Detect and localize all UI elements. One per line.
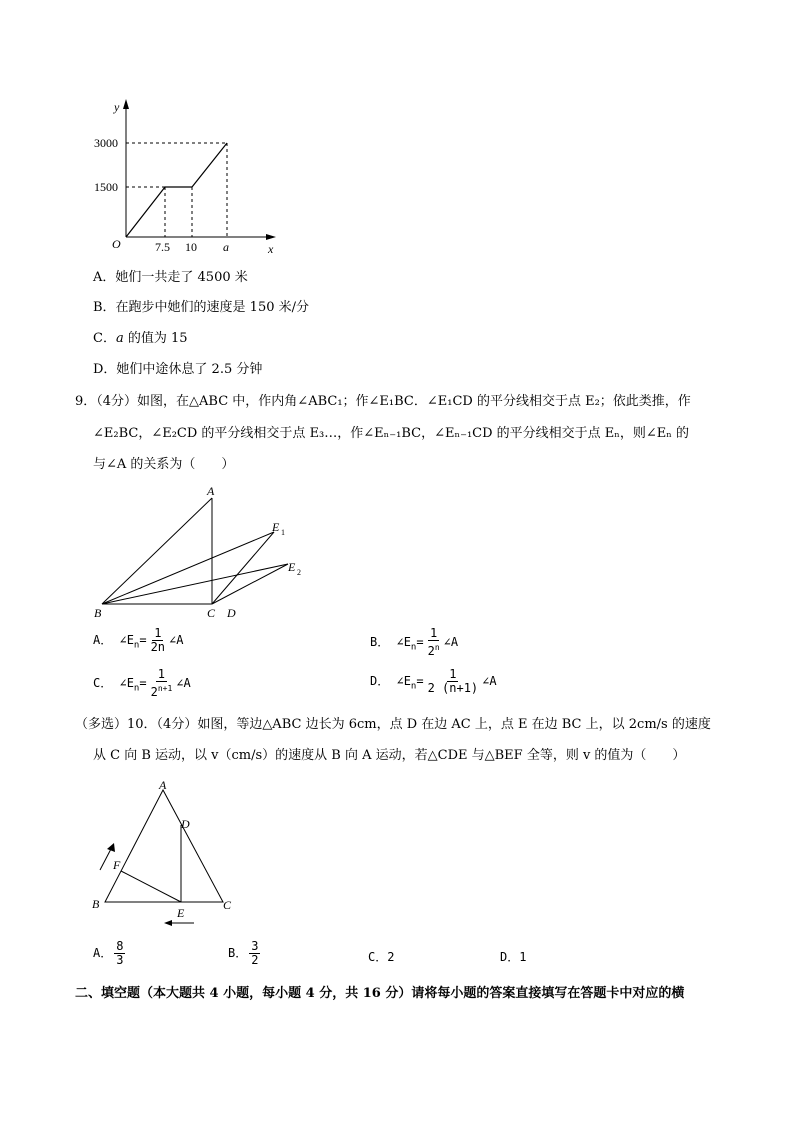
point-e2-label: E [288, 560, 296, 574]
q9-option-d-label: D． [370, 674, 390, 688]
q9-option-a-fraction [149, 627, 167, 654]
point-a-label: A [159, 778, 167, 792]
q8-option-c-var: a [115, 331, 124, 346]
q9-option-a-sub: n [133, 640, 140, 651]
q10-option-b-num: 3 [251, 939, 259, 953]
segment-ba [102, 498, 212, 604]
q8-option-c [93, 330, 188, 348]
x-tick-7-5: 7.5 [155, 240, 170, 254]
q9-option-d [370, 668, 497, 695]
q9-triangle-figure [90, 483, 320, 623]
q9-option-b-den-base: 2 [427, 644, 435, 658]
section-2-heading: 二、填空题（本大题共 4 小题，每小题 4 分，共 16 分）请将每小题的答案直接填写在答题卡中对应的横 [75, 986, 685, 1001]
point-b-label: B [94, 606, 102, 620]
origin-label: O [112, 237, 121, 251]
q8-option-b: B．在跑步中她们的速度是 150 米/分 [93, 300, 310, 315]
q9-question-line-1: 9．（4分）如图，在△ABC 中，作内角∠ABC₁；作∠E₁BC．∠E₁CD 的平分线相交于点 E₂；依此类推，作 [75, 394, 691, 409]
q10-option-a-fraction [114, 940, 125, 967]
arrow-ba-head [107, 843, 115, 852]
q10-option-b-den: 2 [251, 953, 259, 967]
q9-option-a-num: 1 [154, 626, 162, 640]
q9-question-line-3: 与∠A 的关系为（ ） [93, 457, 235, 472]
q10-option-b-label: B． [228, 946, 248, 960]
q9-option-c-den-exp: n+1 [157, 684, 173, 693]
x-label: x [268, 242, 274, 255]
q8-option-c-rest: 的值为 15 [123, 331, 188, 346]
point-c-label: C [223, 898, 232, 912]
q10-triangle-figure [90, 777, 250, 927]
point-e1-label: E [272, 520, 280, 534]
triangle-abc [105, 790, 223, 902]
q9-option-c-label: C． [93, 676, 113, 690]
q9-option-d-lhs: ∠E [396, 674, 411, 688]
q9-option-b-sub: n [410, 642, 417, 653]
q10-option-a-num: 8 [116, 939, 124, 953]
point-e1-sub: 1 [281, 528, 285, 537]
q10-question-line-2: 从 C 向 B 运动，以 v（cm/s）的速度从 B 向 A 运动，若△CDE 与△BEF 全等，则 v 的值为（ ） [93, 748, 686, 763]
q9-option-c-den [149, 682, 175, 699]
q10-option-d: D．1 [500, 950, 527, 964]
q9-option-c-eq: = [139, 676, 147, 690]
point-e2-sub: 2 [297, 568, 301, 577]
q10-option-b-fraction [249, 940, 260, 967]
point-a-label: A [207, 484, 215, 498]
q9-option-b-den-exp: n [434, 643, 440, 652]
q9-option-d-sub: n [410, 681, 417, 692]
q9-option-b-fraction [426, 627, 442, 658]
q8-option-a: A．她们一共走了 4500 米 [93, 270, 248, 285]
y-tick-1500: 1500 [94, 180, 118, 194]
q9-option-b [370, 627, 458, 658]
q9-option-a-rhs: ∠A [169, 633, 184, 647]
q9-option-c-lhs: ∠E [119, 676, 134, 690]
q9-option-d-eq: = [416, 674, 424, 688]
q10-question-line-1: （多选）10．（4分）如图，等边△ABC 边长为 6cm，点 D 在边 AC 上，点 E 在边 BC 上，以 2cm/s 的速度 [75, 717, 711, 732]
q10-option-a-den: 3 [116, 953, 124, 967]
y-label: y [114, 100, 120, 114]
x-tick-a: a [223, 240, 229, 254]
q9-option-d-den: 2 (n+1) [427, 681, 479, 695]
segment-ce1 [212, 532, 274, 604]
segment-be1 [102, 532, 274, 604]
q9-option-b-eq: = [416, 635, 424, 649]
q9-option-a-lhs: ∠E [119, 633, 134, 647]
arrow-ba-shaft [100, 847, 112, 870]
q9-option-b-rhs: ∠A [443, 635, 459, 649]
point-d-label: D [181, 817, 190, 831]
q9-option-a-den: 2n [150, 640, 166, 654]
q9-option-d-fraction [426, 668, 481, 695]
q10-option-c: C．2 [368, 950, 395, 964]
q9-option-b-num: 1 [429, 626, 438, 640]
y-tick-3000: 3000 [94, 136, 118, 150]
q9-option-d-num: 1 [449, 667, 457, 681]
q9-option-c [93, 668, 191, 699]
x-axis-arrow [266, 234, 276, 240]
q9-option-c-rhs: ∠A [176, 676, 191, 690]
point-d-label: D [227, 606, 236, 620]
q9-option-a-label: A． [93, 633, 113, 647]
q9-question-line-2: ∠E₂BC，∠E₂CD 的平分线相交于点 E₃…，作∠Eₙ₋₁BC，∠Eₙ₋₁CD 的平分线相交于点 Eₙ，则∠Eₙ 的 [93, 426, 690, 441]
point-f-label: F [113, 858, 121, 872]
q9-option-d-rhs: ∠A [482, 674, 497, 688]
point-b-label: B [92, 897, 100, 911]
x-tick-10: 10 [185, 240, 197, 254]
segment-ce2 [212, 564, 288, 604]
q8-option-c-label: C． [93, 331, 116, 346]
q9-option-c-fraction [149, 668, 175, 699]
graph-line [126, 143, 227, 237]
q10-option-a-label: A． [93, 946, 113, 960]
segment-be2 [102, 564, 288, 604]
q9-option-c-sub: n [133, 683, 140, 694]
q9-option-a [93, 627, 183, 654]
point-e-label: E [177, 906, 185, 920]
y-axis-arrow [123, 99, 129, 109]
point-c-label: C [207, 606, 216, 620]
q9-option-b-label: B． [370, 635, 390, 649]
q9-option-a-eq: = [139, 633, 147, 647]
q10-option-b [228, 940, 262, 967]
arrow-cb-head [164, 920, 172, 926]
q8-distance-time-graph [90, 95, 290, 255]
q9-option-c-den-base: 2 [150, 685, 158, 699]
q8-option-d: D．她们中途休息了 2.5 分钟 [93, 362, 263, 377]
q9-option-b-den [426, 641, 442, 658]
segment-fe [121, 871, 181, 902]
q9-option-c-num: 1 [157, 667, 166, 681]
q10-option-a [93, 940, 127, 967]
q9-option-b-lhs: ∠E [396, 635, 411, 649]
